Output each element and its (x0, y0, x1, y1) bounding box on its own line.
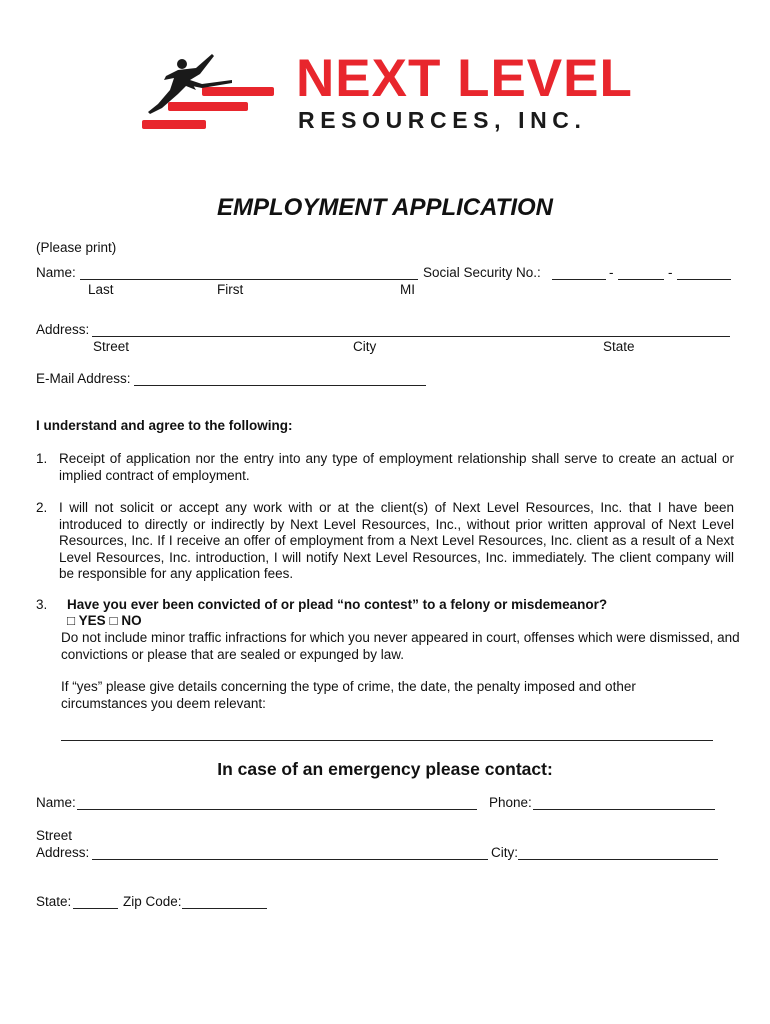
item-3-number: 3. (36, 597, 48, 612)
emergency-state-label: State: (36, 894, 72, 909)
name-sub-mi: MI (400, 282, 415, 297)
yes-no-options (67, 613, 142, 628)
email-label: E-Mail Address: (36, 371, 131, 386)
conviction-details-field[interactable] (61, 740, 713, 741)
address-sub-state: State (603, 339, 635, 354)
ssn-dash-1: - (609, 265, 614, 280)
yes-label: YES (78, 613, 106, 628)
logo-name-line2: RESOURCES, INC. (298, 107, 587, 133)
name-sub-last: Last (88, 282, 114, 297)
emergency-street-label: Street (36, 828, 73, 843)
emergency-address-label: Address: (36, 845, 90, 860)
address-field[interactable] (92, 336, 730, 337)
conviction-note: Do not include minor traffic infractions for which you never appeared in court, offenses which were dismissed, and convictions or please that are sealed or expunged by law. (61, 630, 740, 662)
ssn-field-3[interactable] (677, 279, 731, 280)
item-1-number: 1. (36, 451, 48, 466)
address-label: Address: (36, 322, 90, 337)
ssn-dash-2: - (668, 265, 673, 280)
emergency-zip-field[interactable] (182, 908, 267, 909)
emergency-zip-label: Zip Code: (123, 894, 182, 909)
no-checkbox[interactable]: □ (109, 613, 118, 628)
name-label: Name: (36, 265, 76, 280)
no-label: NO (121, 613, 142, 628)
name-sub-first: First (217, 282, 244, 297)
ssn-field-2[interactable] (618, 279, 664, 280)
ssn-label: Social Security No.: (423, 265, 541, 280)
item-2-number: 2. (36, 500, 48, 515)
address-sub-street: Street (93, 339, 130, 354)
email-field[interactable] (134, 385, 426, 386)
emergency-name-label: Name: (36, 795, 76, 810)
item-1-text: Receipt of application nor the entry into any type of employment relationship shall serve to create an actual or implied contract of employment. (59, 451, 734, 483)
emergency-address-field[interactable] (92, 859, 488, 860)
logo-name-line1: NEXT LEVEL (296, 49, 633, 108)
emergency-city-label: City: (491, 845, 518, 860)
emergency-phone-field[interactable] (533, 809, 715, 810)
name-field[interactable] (80, 279, 418, 280)
page-title: EMPLOYMENT APPLICATION (217, 194, 553, 221)
conviction-details-prompt: If “yes” please give details concerning the type of crime, the date, the penalty imposed and other circumstances you deem relevant: (61, 679, 636, 711)
emergency-state-field[interactable] (73, 908, 118, 909)
address-sub-city: City (353, 339, 377, 354)
please-print-note: (Please print) (36, 240, 117, 255)
conviction-question: Have you ever been convicted of or plead “no contest” to a felony or misdemeanor? (67, 597, 608, 612)
running-figure-stairs-icon (140, 50, 280, 134)
emergency-heading: In case of an emergency please contact: (217, 759, 553, 779)
agree-heading: I understand and agree to the following: (36, 418, 293, 433)
item-2-text: I will not solicit or accept any work with or at the client(s) of Next Level Resources, Inc. that I have been introduced to directly or indirectly by Next Level Resources, Inc., without prior written approval of Next Level Resources, Inc. If I receive an offer of employment from a Next Level Resources, Inc. client as a result of a Next Level Resources, Inc. introduction, I will notify Next Level Resources, Inc. immediately. The client company will be responsible for any application fees. (59, 500, 734, 582)
emergency-phone-label: Phone: (489, 795, 532, 810)
emergency-city-field[interactable] (518, 859, 718, 860)
yes-checkbox[interactable]: □ (67, 613, 76, 628)
ssn-field-1[interactable] (552, 279, 606, 280)
emergency-name-field[interactable] (77, 809, 477, 810)
